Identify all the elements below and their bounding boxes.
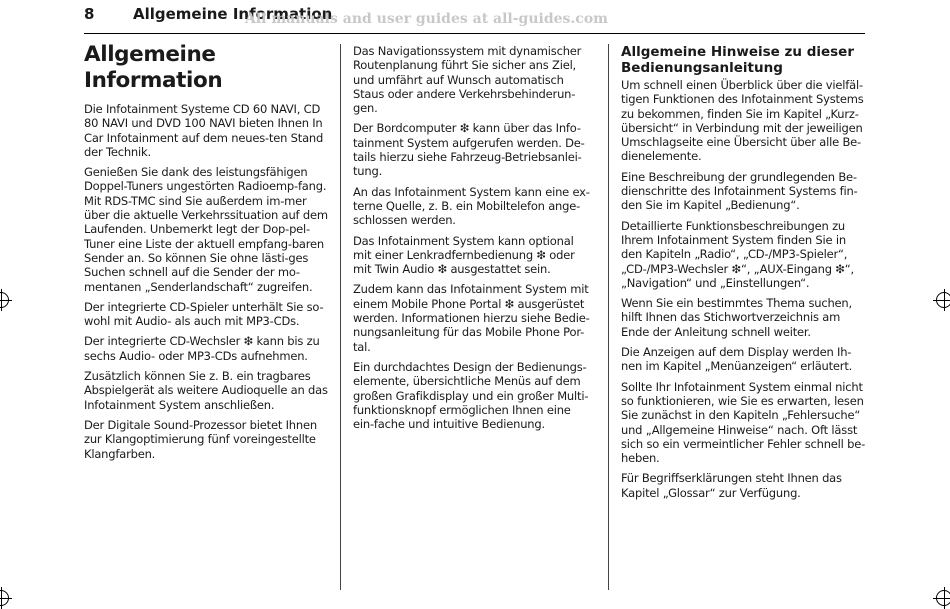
section-heading: Allgemeine Hinweise zu dieser Bedienungsanleitung	[621, 44, 854, 76]
watermark-text: All manuals and user guides at all-guides.com	[245, 11, 608, 27]
paragraph: Für Begriffserklärungen steht Ihnen das Kapitel „Glossar“ zur Verfügung.	[621, 471, 842, 500]
paragraph: Der integrierte CD-Spieler unterhält Sie so-wohl mit Audio- als auch mit MP3-CDs.	[84, 299, 324, 329]
paragraph: Detaillierte Funktionsbeschreibungen zu Ihrem Infotainment System finden Sie in den Kapiteln „Radio“, „CD-/MP3-Spieler“, „CD-/MP3-Wechsler ❇“, „AUX-Eingang ❇“, „Navigation“ und „Einstellungen“.	[621, 218, 854, 290]
paragraph: Wenn Sie ein bestimmtes Thema suchen, hilft Ihnen das Stichwortverzeichnis am Ende der Anleitung schnell weiter.	[621, 296, 852, 339]
paragraph: Eine Beschreibung der grundlegenden Be-dienschritte des Infotainment Systems fin-den Sie im Kapitel „Bedienung“.	[621, 169, 858, 213]
paragraph: Das Navigationssystem mit dynamischer Routenplanung führt Sie sicher ans Ziel, und umfährt auf Wunsch automatisch Staus oder andere Verkehrsbehinderun-gen.	[353, 44, 582, 116]
column-middle	[353, 44, 595, 437]
page-number: 8	[84, 5, 95, 23]
paragraph: Der integrierte CD-Wechsler ❇ kann bis zu sechs Audio- oder MP3-CDs aufnehmen.	[84, 334, 320, 363]
page-title: Allgemeine Information	[84, 42, 223, 93]
column-divider	[608, 44, 609, 590]
registration-mark-icon	[936, 590, 950, 606]
running-title: Allgemeine Information	[133, 5, 333, 23]
header-rule	[84, 33, 865, 34]
paragraph: An das Infotainment System kann eine ex-terne Quelle, z. B. ein Mobiltelefon ange-schlossen werden.	[353, 184, 590, 228]
column-right	[621, 42, 867, 506]
paragraph: Die Infotainment Systeme CD 60 NAVI, CD 80 NAVI und DVD 100 NAVI bieten Ihnen In Car Infotainment auf dem neues-ten Stand der Technik.	[84, 102, 324, 159]
paragraph: Zudem kann das Infotainment System mit einem Mobile Phone Portal ❇ ausgerüstet werden. Informationen hierzu siehe Bedie-nungsanleitung für das Mobile Phone Por-tal.	[353, 282, 590, 354]
column-divider	[340, 44, 341, 590]
registration-mark-icon	[0, 590, 9, 606]
paragraph: Das Infotainment System kann optional mit einer Lenkradfernbedienung ❇ oder mit Twin Audio ❇ ausgestattet sein.	[353, 233, 575, 277]
paragraph: Der Digitale Sound-Prozessor bietet Ihnen zur Klangoptimierung fünf voreingestellte Klangfarben.	[84, 417, 317, 461]
paragraph: Genießen Sie dank des leistungsfähigen Doppel-Tuners ungestörten Radioemp-fang. Mit RDS-TMC sind Sie außerdem im-mer über die aktuelle Verkehrssituation auf dem Laufenden. Unbemerkt legt der Dop-pel-Tuner eine Liste der aktuell empfang-baren Sender an. So können Sie ohne lästi-ges Suchen schnell auf die Sender der mo-mentanen „Senderlandschaft“ zugreifen.	[84, 165, 328, 294]
paragraph: Die Anzeigen auf dem Display werden Ih-nen im Kapitel „Menüanzeigen“ erläutert.	[621, 345, 853, 374]
column-left	[84, 42, 331, 467]
paragraph: Der Bordcomputer ❇ kann über das Info-tainment System aufgerufen werden. De-tails hierzu siehe Fahrzeug-Betriebsanlei-tung.	[353, 121, 585, 179]
registration-mark-icon	[0, 292, 9, 308]
paragraph: Ein durchdachtes Design der Bedienungs-elemente, übersichtliche Menüs auf dem großen Grafikdisplay und ein großer Multi-funktionsknopf ermöglichen Ihnen eine ein-fache und intuitive Bedienung.	[353, 359, 589, 432]
paragraph: Um schnell einen Überblick über die vielfäl-tigen Funktionen des Infotainment Systems zu bekommen, finden Sie im Kapitel „Kurz-übersicht“ in Verbindung mit der jeweiligen Umschlagseite eine Übersicht über alle Be-dienelemente.	[621, 78, 864, 164]
paragraph: Sollte Ihr Infotainment System einmal nicht so funktionieren, wie Sie es erwarten, lesen Sie zunächst in den Kapiteln „Fehlersuche“ und „Allgemeine Hinweise“ nach. Oft lässt sich so ein vermeintlicher Fehler schnell be-heben.	[621, 379, 866, 466]
registration-mark-icon	[936, 292, 950, 308]
paragraph: Zusätzlich können Sie z. B. ein tragbares Abspielgerät als weitere Audioquelle an das Infotainment System anschließen.	[84, 369, 328, 412]
